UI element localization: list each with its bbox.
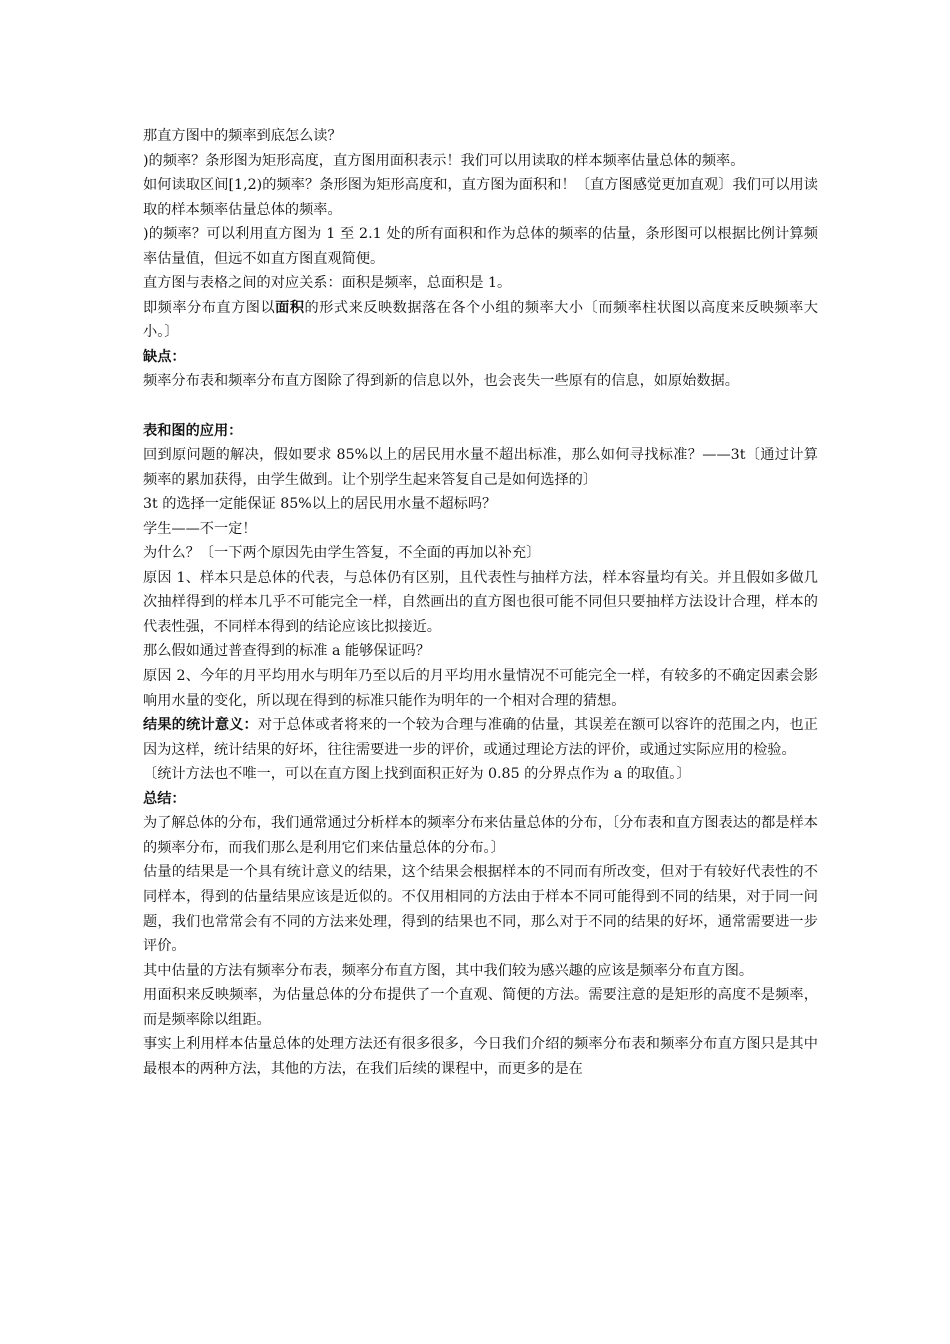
paragraph: 估量的结果是一个具有统计意义的结果，这个结果会根据样本的不同而有所改变，但对于有较好代表性的不同样本，得到的估量结果应该是近似的。不仅用相同的方法由于样本不同可能得到不同的结果，对于同一问题，我们也常常会有不同的方法来处理，得到的结果也不同，那么对于不同的结果的好坏，通常需要进一步评价。 bbox=[143, 864, 818, 955]
paragraph: 原因 2、今年的月平均用水与明年乃至以后的月平均用水量情况不可能完全一样，有较多的不确定因素会影响用水量的变化，所以现在得到的标准只能作为明年的一个相对合理的猜想。 bbox=[143, 668, 818, 709]
paragraph: 那么假如通过普查得到的标准 a 能够保证吗？ bbox=[143, 643, 431, 660]
text-run: 的形式来反映数据落在各个小组的频率大小〔而频率柱状图以高度来反映频率大小。〕 bbox=[143, 299, 818, 341]
paragraph: 频率分布表和频率分布直方图除了得到新的信息以外，也会丧失一些原有的信息，如原始数据。 bbox=[143, 373, 739, 390]
bold-term: 结果的统计意义： bbox=[143, 717, 258, 734]
paragraph: 如何读取区间[1,2)的频率？条形图为矩形高度和，直方图为面积和！〔直方图感觉更加直观〕我们可以用读取的样本频率估量总体的频率。 bbox=[143, 177, 818, 218]
paragraph: 3t 的选择一定能保证 85%以上的居民用水量不超标吗？ bbox=[143, 496, 497, 513]
bold-term: 面积 bbox=[275, 299, 305, 316]
paragraph: 事实上利用样本估量总体的处理方法还有很多很多，今日我们介绍的频率分布表和频率分布直方图只是其中最根本的两种方法，其他的方法，在我们后续的课程中，而更多的是在 bbox=[143, 1036, 818, 1077]
paragraph: 原因 1、样本只是总体的代表，与总体仍有区别，且代表性与抽样方法，样本容量均有关。并且假如多做几次抽样得到的样本几乎不可能完全一样，自然画出的直方图也很可能不同但只要抽样方法设计合理，样本的代表性强，不同样本得到的结论应该比拟接近。 bbox=[143, 569, 818, 635]
paragraph bbox=[143, 296, 818, 345]
paragraph: 其中估量的方法有频率分布表，频率分布直方图，其中我们较为感兴趣的应该是频率分布直方图。 bbox=[143, 962, 754, 979]
section-heading: 表和图的应用： bbox=[143, 422, 243, 439]
text-run: 对于总体或者将来的一个较为合理与准确的估量，其误差在额可以容许的范围之内，也正因为这样，统计结果的好坏，往往需要进一步的评价，或通过理论方法的评价，或通过实际应用的检验。 bbox=[143, 717, 818, 758]
paragraph: )的频率？条形图为矩形高度，直方图用面积表示！我们可以用读取的样本频率估量总体的频率。 bbox=[143, 152, 745, 169]
paragraph: 那直方图中的频率到底怎么读？ bbox=[143, 128, 342, 144]
paragraph: 学生——不一定！ bbox=[143, 520, 257, 537]
blank-line bbox=[143, 394, 818, 419]
paragraph: 为了解总体的分布，我们通常通过分析样本的频率分布来估量总体的分布，〔分布表和直方图表达的都是样本的频率分布，而我们那么是利用它们来估量总体的分布。〕 bbox=[143, 815, 818, 856]
section-heading: 总结： bbox=[143, 790, 186, 807]
paragraph: 为什么？〔一下两个原因先由学生答复，不全面的再加以补充〕 bbox=[143, 545, 541, 562]
document-body bbox=[143, 124, 818, 1081]
paragraph: 〔统计方法也不唯一，可以在直方图上找到面积正好为 0.85 的分界点作为 a 的取值。〕 bbox=[143, 766, 691, 783]
section-heading: 缺点： bbox=[143, 348, 186, 365]
paragraph: )的频率？可以利用直方图为 1 至 2.1 处的所有面积和作为总体的频率的估量，条形图可以根据比例计算频率估量值，但远不如直方图直观简便。 bbox=[143, 226, 818, 267]
text-run: 即频率分布直方图以 bbox=[143, 299, 276, 316]
paragraph: 回到原问题的解决，假如要求 85%以上的居民用水量不超出标准，那么如何寻找标准？——3t〔通过计算频率的累加获得，由学生做到。让个别学生起来答复自己是如何选择的〕 bbox=[143, 447, 818, 488]
paragraph: 用面积来反映频率，为估量总体的分布提供了一个直观、简便的方法。需要注意的是矩形的高度不是频率，而是频率除以组距。 bbox=[143, 987, 818, 1028]
paragraph bbox=[143, 713, 818, 762]
paragraph: 直方图与表格之间的对应关系：面积是频率，总面积是 1。 bbox=[143, 275, 512, 292]
